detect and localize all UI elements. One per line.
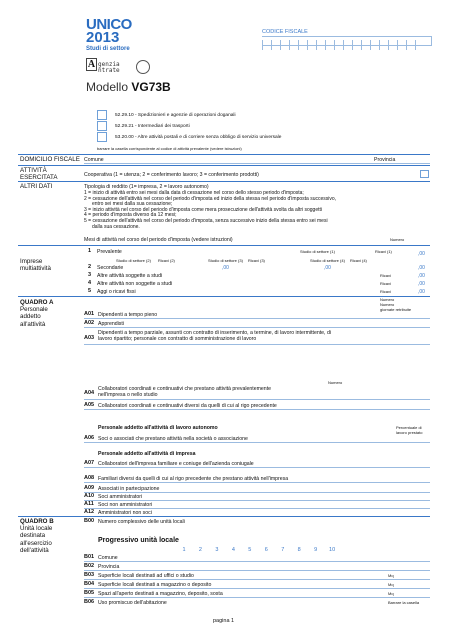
row-label: Collaboratori coordinati e continuativi che prestano attività prevalentemente nell'impresa o nello studio — [98, 386, 272, 398]
col-numero-label: Numero — [380, 297, 395, 302]
row-label: Collaboratori dell'impresa familiare e coniuge dell'azienda coniugale — [98, 461, 254, 467]
row-label: Superficie locali destinati ad uffici o studio — [98, 573, 194, 579]
row-label: Dipendenti a tempo parziale, assunti con contratto di inserimento, a termine, di lavoro intermittente, di lavoro ripartito; personale con contratto di somministrazione di lavoro — [98, 330, 331, 342]
model-prefix: Modello — [86, 80, 129, 94]
col-giornate-line1: Numero — [380, 302, 395, 307]
legend-line: entro sei mesi dalla sua cessazione; — [92, 201, 173, 208]
row-label: Comune — [98, 555, 118, 561]
row-code: A01 — [84, 311, 95, 317]
unit-label: Barrare la casella — [388, 600, 420, 605]
imprese-row-num: 4 — [88, 280, 92, 286]
row-label: Soci amministratori — [98, 494, 143, 500]
brand-title: UNICO — [86, 16, 132, 33]
agency-name — [98, 62, 120, 74]
ricavi-label: Ricavi — [380, 289, 391, 294]
legend-line: 3 = inizio attività nel corso del periodo d'imposta come mera prosecuzione dell'attività svolta da altri soggetti — [84, 206, 323, 213]
row-divider — [84, 482, 430, 483]
imprese-row-label: Altre attività non soggette a studi — [97, 281, 173, 287]
personale-impresa-heading: Personale addetto all'attività di impresa — [98, 451, 196, 457]
progressivo-num: 3 — [215, 547, 219, 553]
quadro-a-heading: QUADRO A — [20, 299, 54, 306]
cooperativa-label: Cooperativa (1 = utenza; 2 = conferimento lavoro; 3 = conferimento prodotti) — [84, 172, 259, 178]
divider — [18, 516, 430, 517]
ricavi-1-label: Ricavi (1) — [375, 249, 392, 254]
ricavi-3-label: Ricavi (3) — [248, 258, 265, 263]
col-giornate-line2: giornate retribuite — [380, 307, 412, 312]
imprese-title-line1: Imprese — [20, 258, 43, 265]
imprese-title-line2: multiattività — [20, 265, 51, 273]
row-code: A04 — [84, 390, 95, 396]
progressivo-num: 6 — [264, 547, 268, 553]
cooperativa-input[interactable] — [420, 170, 429, 178]
legend-line: dalla sua cessazione. — [92, 223, 140, 230]
agency-logo-icon: A — [87, 59, 96, 70]
quadro-b-heading: QUADRO B — [20, 518, 54, 525]
row-divider — [84, 409, 430, 410]
ricavi-2-input[interactable]: ,00 — [222, 265, 229, 271]
codice-fiscale-input[interactable] — [262, 36, 432, 46]
row-label: Soci non amministratori — [98, 502, 153, 508]
imprese-row-label: Secondarie — [97, 265, 124, 271]
row-divider — [84, 399, 430, 400]
row-divider — [84, 561, 430, 562]
agency-line1: genzia — [98, 61, 120, 68]
row-code: B00 — [84, 518, 95, 524]
ricavi-4-label: Ricavi (4) — [350, 258, 367, 263]
provincia-label: Provincia — [374, 157, 396, 163]
row-code: A06 — [84, 435, 95, 441]
progressivo-num: 2 — [198, 547, 202, 553]
legend-line: 5 = cessazione dell'attività nel corso del periodo d'imposta, senza successivo inizio della stessa entro sei mesi — [84, 217, 328, 224]
ricavi-3-input[interactable]: ,00 — [324, 265, 331, 271]
quadro-b-sub: all'esercizio — [20, 539, 52, 547]
progressivo-num: 8 — [297, 547, 301, 553]
quadro-b-sub: Unità locale — [20, 525, 53, 533]
activity-option-2: 52.29.21 - Intermediari dei trasporti — [115, 124, 190, 129]
agency-line2: ntrate — [98, 67, 120, 74]
imprese-row-label: Prevalente — [97, 249, 122, 255]
row-label: Superficie locali destinati a magazzino o deposito — [98, 582, 212, 588]
attivita-title-line1: ATTIVITÀ — [20, 167, 47, 174]
percentuale-line2: lavoro prestato — [396, 430, 423, 435]
progressivo-num: 5 — [248, 547, 252, 553]
row-label: Amministratori non soci — [98, 510, 152, 516]
b00-label: Numero complessivo delle unità locali — [98, 519, 185, 525]
row-code: A11 — [84, 501, 94, 507]
mesi-label: Mesi di attività nel corso del periodo d'imposta (vedere istruzioni) — [84, 237, 233, 243]
row-code: B02 — [84, 563, 95, 569]
row-divider — [84, 579, 430, 580]
quadro-a-sub: addetto — [20, 313, 41, 321]
row-code: B03 — [84, 572, 95, 578]
row-divider — [84, 467, 430, 468]
row-label: Provincia — [98, 564, 120, 570]
studio-2-label: Studio di settore (2) — [116, 258, 151, 263]
row-divider — [84, 597, 430, 598]
legend-line: 2 = cessazione dell'attività nel corso del periodo d'imposta ed inizio della stessa nel periodo d'imposta successivo, — [84, 195, 337, 202]
row-divider — [84, 318, 430, 319]
row-code: B05 — [84, 590, 95, 596]
progressivo-num: 10 — [329, 547, 336, 553]
row-label: Collaboratori coordinati e continuativi diversi da quelli di cui al rigo precedente — [98, 403, 277, 409]
row-code: A08 — [84, 475, 95, 481]
divider — [18, 165, 430, 166]
row-code: A10 — [84, 493, 95, 499]
activity-note: barrare la casella corrispondente al codice di attività prevalente (vedere istruzioni) — [97, 146, 242, 151]
ricavi-label: Ricavi — [380, 273, 391, 278]
codice-fiscale-label: CODICE FISCALE — [262, 29, 308, 35]
page-number: pagina 1 — [213, 618, 235, 624]
model-title — [86, 80, 171, 94]
studio-3-label: Studio di settore (3) — [208, 258, 243, 263]
percentuale-label — [396, 425, 422, 435]
ricavi-input[interactable]: ,00 — [418, 281, 425, 287]
quadro-b-sub: dell'attività — [20, 546, 49, 554]
imprese-row-label: Aggi o ricavi fissi — [97, 289, 136, 295]
row-label: Associati in partecipazione — [98, 486, 160, 492]
ricavi-2-label: Ricavi (2) — [158, 258, 175, 263]
activity-option-3: 53.20.00 - Altre attività postali e di corriere senza obbligo di servizio universale — [115, 135, 282, 140]
row-divider — [84, 442, 430, 443]
row-label: Apprendisti — [98, 321, 124, 327]
ricavi-input[interactable]: ,00 — [418, 289, 425, 295]
unit-label: Mq — [388, 582, 394, 587]
divider — [18, 296, 430, 297]
model-code: VG73B — [131, 80, 171, 94]
a04-numero-label: Numero — [328, 380, 343, 385]
activity-checkbox-2[interactable] — [97, 121, 107, 131]
col-giornate-label — [380, 302, 411, 312]
row-code: B01 — [84, 554, 95, 560]
row-code: A03 — [84, 335, 95, 341]
attivita-section-title — [20, 167, 57, 181]
row-code: A12 — [84, 509, 95, 515]
studio-4-label: Studio di settore (4) — [310, 258, 345, 263]
percentuale-line1: Percentuale di — [396, 425, 422, 430]
comune-field[interactable] — [84, 163, 430, 164]
altri-dati-section-title: ALTRI DATI — [20, 183, 53, 190]
row-label: Dipendenti a tempo pieno — [98, 312, 158, 318]
personale-autonomo-heading: Personale addetto all'attività di lavoro autonomo — [98, 425, 218, 431]
row-code: A05 — [84, 402, 95, 408]
divider — [18, 154, 430, 155]
row-divider — [84, 327, 430, 328]
tipologia-label: Tipologia di reddito (1= impresa, 2 = lavoro autonomo) — [84, 184, 209, 190]
quadro-a-sub: Personale — [20, 306, 48, 314]
row-code: A09 — [84, 485, 95, 491]
unit-label: Mq — [388, 573, 394, 578]
divider — [18, 181, 430, 182]
ricavi-input[interactable]: ,00 — [418, 273, 425, 279]
row-divider — [84, 500, 430, 501]
republic-emblem-icon — [136, 60, 150, 74]
progressivo-label: Progressivo unità locale — [98, 537, 179, 544]
altri-dati-legend — [84, 191, 404, 230]
row-code: A02 — [84, 320, 95, 326]
studio-1-label: Studio di settore (1) — [300, 249, 335, 254]
progressivo-num: 7 — [281, 547, 285, 553]
legend-line: 1 = inizio di attività entro sei mesi dalla data di cessazione nel corso dello stesso periodo d'imposta; — [84, 190, 304, 196]
brand-year: 2013 — [86, 29, 120, 46]
row-label: Soci o associati che prestano attività nella società o associazione — [98, 436, 248, 442]
divider — [18, 245, 430, 246]
progressivo-num: 4 — [231, 547, 235, 553]
imprese-row-label: Altre attività soggette a studi — [97, 273, 163, 279]
comune-label: Comune — [84, 157, 104, 163]
ricavi-4-input[interactable]: ,00 — [418, 265, 425, 271]
legend-line: 4 = periodo d'imposta diverso da 12 mesi; — [84, 212, 177, 219]
attivita-title-line2: ESERCITATA — [20, 174, 58, 182]
progressivo-num: 1 — [182, 547, 186, 553]
quadro-a-sub: all'attività — [20, 320, 46, 328]
ricavi-label: Ricavi — [380, 281, 391, 286]
row-divider — [84, 508, 430, 509]
row-divider — [84, 588, 430, 589]
quadro-a-title — [20, 299, 53, 328]
imprese-row-num: 3 — [88, 272, 92, 278]
row-label: Uso promiscuo dell'abitazione — [98, 600, 167, 606]
row-divider — [84, 344, 430, 345]
imprese-row-num: 1 — [88, 248, 92, 254]
row-divider — [84, 570, 430, 571]
activity-checkbox-3[interactable] — [97, 132, 107, 142]
imprese-row-num: 5 — [88, 288, 92, 294]
unit-label: Mq — [388, 591, 394, 596]
row-divider — [84, 492, 430, 493]
domicilio-section-title: DOMICILIO FISCALE — [20, 156, 80, 163]
activity-checkbox-1[interactable] — [97, 110, 107, 120]
imprese-section-title — [20, 258, 51, 272]
quadro-b-title — [20, 518, 54, 554]
imprese-row-num: 2 — [88, 264, 92, 270]
ricavi-1-input[interactable]: ,00 — [418, 251, 425, 257]
row-label: Familiari diversi da quelli di cui al rigo precedente che prestano attività nell'impresa — [98, 476, 289, 482]
row-code: A07 — [84, 460, 95, 466]
progressivo-numbers — [178, 538, 398, 556]
row-label: Spazi all'aperto destinati a magazzino, deposito, sosta — [98, 591, 223, 597]
brand-subtitle: Studi di settore — [86, 46, 130, 52]
row-code: B04 — [84, 581, 95, 587]
activity-option-1: 52.29.10 - Spedizionieri e agenzie di operazioni doganali — [115, 113, 236, 118]
quadro-b-sub: destinata — [20, 532, 46, 540]
row-code: B06 — [84, 599, 95, 605]
numero-label: Numero — [390, 237, 405, 242]
progressivo-num: 9 — [314, 547, 318, 553]
